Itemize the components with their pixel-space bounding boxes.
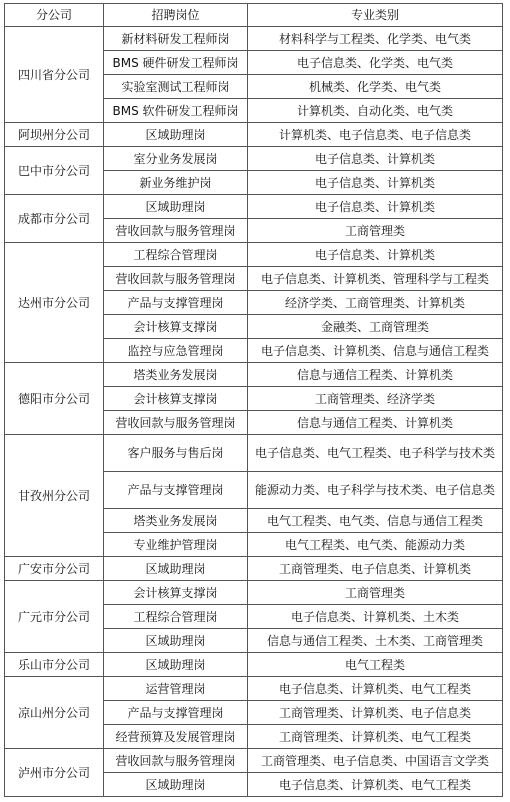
table-row (5, 243, 503, 267)
majors-cell: 电子信息类、计算机类、电气工程类 (248, 677, 503, 701)
position-cell: 新材料研发工程师岗 (104, 27, 248, 51)
position-cell: 区域助理岗 (104, 773, 248, 797)
position-cell: 工程综合管理岗 (104, 243, 248, 267)
position-cell: 运营管理岗 (104, 677, 248, 701)
position-cell: 区域助理岗 (104, 123, 248, 147)
header-majors: 专业类别 (248, 4, 503, 27)
majors-cell: 工商管理类、电子信息类、中国语言文学类 (248, 749, 503, 773)
header-branch: 分公司 (5, 4, 104, 27)
position-cell: 会计核算支撑岗 (104, 315, 248, 339)
majors-cell: 电气工程类、电气类、信息与通信工程类 (248, 509, 503, 533)
table-row (5, 653, 503, 677)
branch-cell: 达州市分公司 (5, 243, 104, 363)
majors-cell: 电子信息类、计算机类、电气工程类 (248, 773, 503, 797)
position-cell: 产品与支撑管理岗 (104, 472, 248, 509)
branch-cell: 巴中市分公司 (5, 147, 104, 195)
table-row (5, 677, 503, 701)
branch-cell: 成都市分公司 (5, 195, 104, 243)
position-cell: 区域助理岗 (104, 629, 248, 653)
branch-cell: 甘孜州分公司 (5, 435, 104, 557)
position-cell: 塔类业务发展岗 (104, 509, 248, 533)
majors-cell: 计算机类、电子信息类、电子信息类 (248, 123, 503, 147)
table-row (5, 581, 503, 605)
position-cell: 营收回款与服务管理岗 (104, 219, 248, 243)
branch-cell: 凉山州分公司 (5, 677, 104, 749)
table-row (5, 123, 503, 147)
position-cell: 室分业务发展岗 (104, 147, 248, 171)
majors-cell: 信息与通信工程类、土木类、工商管理类 (248, 629, 503, 653)
branch-cell: 广安市分公司 (5, 557, 104, 581)
branch-cell: 四川省分公司 (5, 27, 104, 123)
majors-cell: 电气工程类 (248, 653, 503, 677)
majors-cell: 工商管理类、计算机类、电子信息类 (248, 701, 503, 725)
branch-cell: 乐山市分公司 (5, 653, 104, 677)
majors-cell: 电子信息类、计算机类 (248, 171, 503, 195)
header-position: 招聘岗位 (104, 4, 248, 27)
position-cell: 区域助理岗 (104, 195, 248, 219)
majors-cell: 电子信息类、计算机类、土木类 (248, 605, 503, 629)
position-cell: 工程综合管理岗 (104, 605, 248, 629)
recruitment-table (4, 3, 503, 797)
position-cell: 区域助理岗 (104, 557, 248, 581)
position-cell: 产品与支撑管理岗 (104, 701, 248, 725)
header-row (5, 4, 503, 27)
position-cell: 实验室测试工程师岗 (104, 75, 248, 99)
position-cell: 专业维护管理岗 (104, 533, 248, 557)
majors-cell: 电气工程类、电气类、能源动力类 (248, 533, 503, 557)
position-cell: 会计核算支撑岗 (104, 581, 248, 605)
position-cell: 营收回款与服务管理岗 (104, 267, 248, 291)
position-cell: 会计核算支撑岗 (104, 387, 248, 411)
majors-cell: 工商管理类、电子信息类、计算机类 (248, 557, 503, 581)
majors-cell: 工商管理类、经济学类 (248, 387, 503, 411)
table-row (5, 27, 503, 51)
table-row (5, 435, 503, 472)
position-cell: 产品与支撑管理岗 (104, 291, 248, 315)
majors-cell: 机械类、化学类、电气类 (248, 75, 503, 99)
majors-cell: 材料科学与工程类、化学类、电气类 (248, 27, 503, 51)
branch-cell: 德阳市分公司 (5, 363, 104, 435)
majors-cell: 工商管理类、计算机类、电气工程类 (248, 725, 503, 749)
branch-cell: 泸州市分公司 (5, 749, 104, 797)
position-cell: BMS 软件研发工程师岗 (104, 99, 248, 123)
position-cell: 营收回款与服务管理岗 (104, 749, 248, 773)
position-cell: 监控与应急管理岗 (104, 339, 248, 363)
majors-cell: 计算机类、自动化类、电气类 (248, 99, 503, 123)
branch-cell: 阿坝州分公司 (5, 123, 104, 147)
majors-cell: 电子信息类、计算机类、信息与通信工程类 (248, 339, 503, 363)
majors-cell: 金融类、工商管理类 (248, 315, 503, 339)
position-cell: 客户服务与售后岗 (104, 435, 248, 472)
position-cell: 经营预算及发展管理岗 (104, 725, 248, 749)
position-cell: 营收回款与服务管理岗 (104, 411, 248, 435)
majors-cell: 电子信息类、计算机类 (248, 147, 503, 171)
majors-cell: 信息与通信工程类、计算机类 (248, 363, 503, 387)
majors-cell: 电子信息类、电气工程类、电子科学与技术类 (248, 435, 503, 472)
majors-cell: 工商管理类 (248, 219, 503, 243)
table-body (5, 27, 503, 797)
position-cell: 新业务维护岗 (104, 171, 248, 195)
majors-cell: 电子信息类、计算机类 (248, 243, 503, 267)
majors-cell: 经济学类、工商管理类、计算机类 (248, 291, 503, 315)
table-row (5, 557, 503, 581)
majors-cell: 工商管理类 (248, 581, 503, 605)
table-row (5, 195, 503, 219)
position-cell: BMS 硬件研发工程师岗 (104, 51, 248, 75)
majors-cell: 信息与通信工程类、计算机类 (248, 411, 503, 435)
table-row (5, 147, 503, 171)
majors-cell: 能源动力类、电子科学与技术类、电子信息类 (248, 472, 503, 509)
majors-cell: 电子信息类、计算机类、管理科学与工程类 (248, 267, 503, 291)
table-row (5, 749, 503, 773)
majors-cell: 电子信息类、计算机类 (248, 195, 503, 219)
position-cell: 塔类业务发展岗 (104, 363, 248, 387)
position-cell: 区域助理岗 (104, 653, 248, 677)
branch-cell: 广元市分公司 (5, 581, 104, 653)
majors-cell: 电子信息类、化学类、电气类 (248, 51, 503, 75)
table-row (5, 363, 503, 387)
